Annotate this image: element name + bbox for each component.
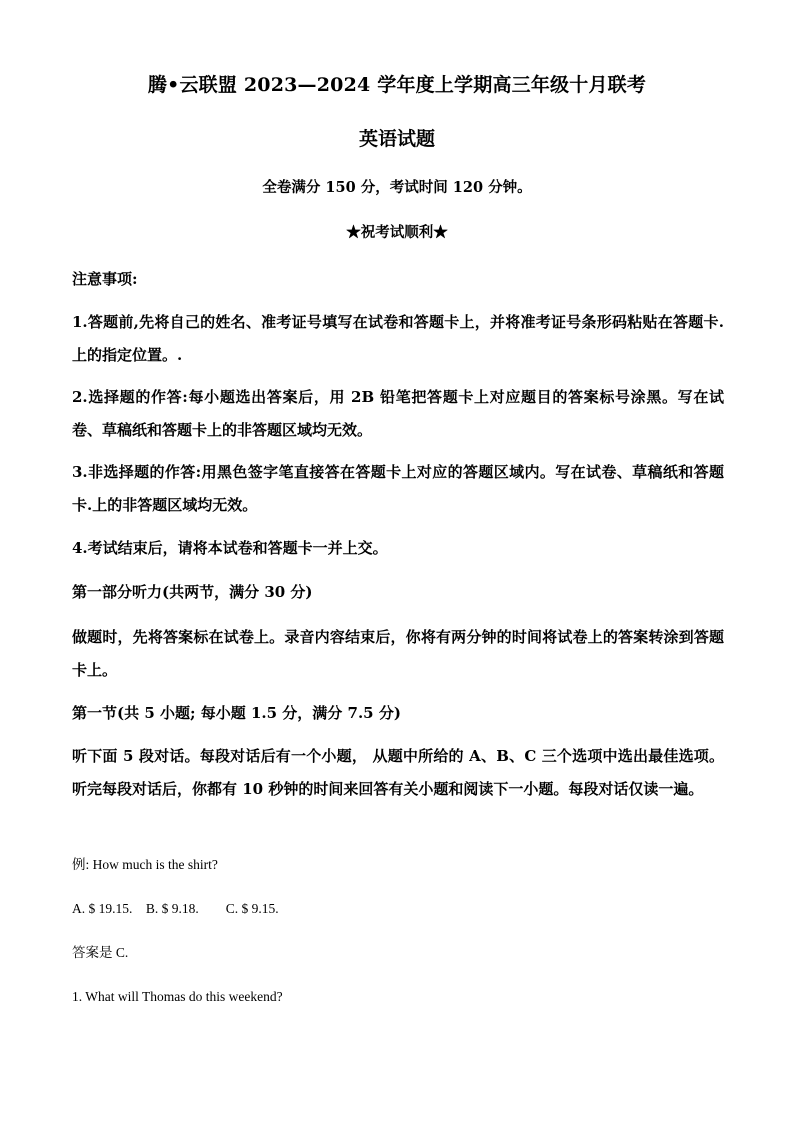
- exam-title: 腾•云联盟 2023—2024 学年度上学期高三年级十月联考: [147, 74, 647, 96]
- question-1: 1. What will Thomas do this weekend?: [72, 989, 283, 1004]
- example-question: 例: How much is the shirt?: [72, 857, 218, 872]
- section1-heading: 第一节(共 5 小题; 每小题 1.5 分，满分 7.5 分): [72, 704, 401, 722]
- notice-item-1: 1.答题前,先将自己的姓名、准考证号填写在试卷和答题卡上，并将准考证号条形码粘贴在答题卡.上的指定位置。.: [72, 313, 724, 364]
- notice-heading: 注意事项:: [72, 270, 138, 288]
- example-answer: 答案是 C.: [72, 945, 129, 960]
- notice-item-4: 4.考试结束后，请将本试卷和答题卡一并上交。: [72, 539, 388, 557]
- score-info: 全卷满分 150 分，考试时间 120 分钟。: [262, 179, 532, 196]
- wish-line: ★祝考试顺利★: [346, 224, 448, 241]
- subject-title: 英语试题: [358, 128, 435, 150]
- notice-item-3: 3.非选择题的作答:用黑色签字笔直接答在答题卡上对应的答题区域内。写在试卷、草稿纸和答题卡.上的非答题区域均无效。: [72, 463, 724, 514]
- part1-instruction: 做题时，先将答案标在试卷上。录音内容结束后，你将有两分钟的时间将试卷上的答案转涂到答题卡上。: [72, 628, 724, 679]
- example-options: A. $ 19.15. B. $ 9.18. C. $ 9.15.: [72, 901, 279, 916]
- notice-item-2: 2.选择题的作答:每小题选出答案后，用 2B 铅笔把答题卡上对应题目的答案标号涂黑。写在试卷、草稿纸和答题卡上的非答题区域均无效。: [72, 388, 724, 439]
- part1-heading: 第一部分听力(共两节，满分 30 分): [72, 583, 313, 601]
- section1-instruction: 听下面 5 段对话。每段对话后有一个小题， 从题中所给的 A、B、C 三个选项中选出最佳选项。听完每段对话后，你都有 10 秒钟的时间来回答有关小题和阅读下一小题。每段对话仅读一遍。: [72, 747, 724, 798]
